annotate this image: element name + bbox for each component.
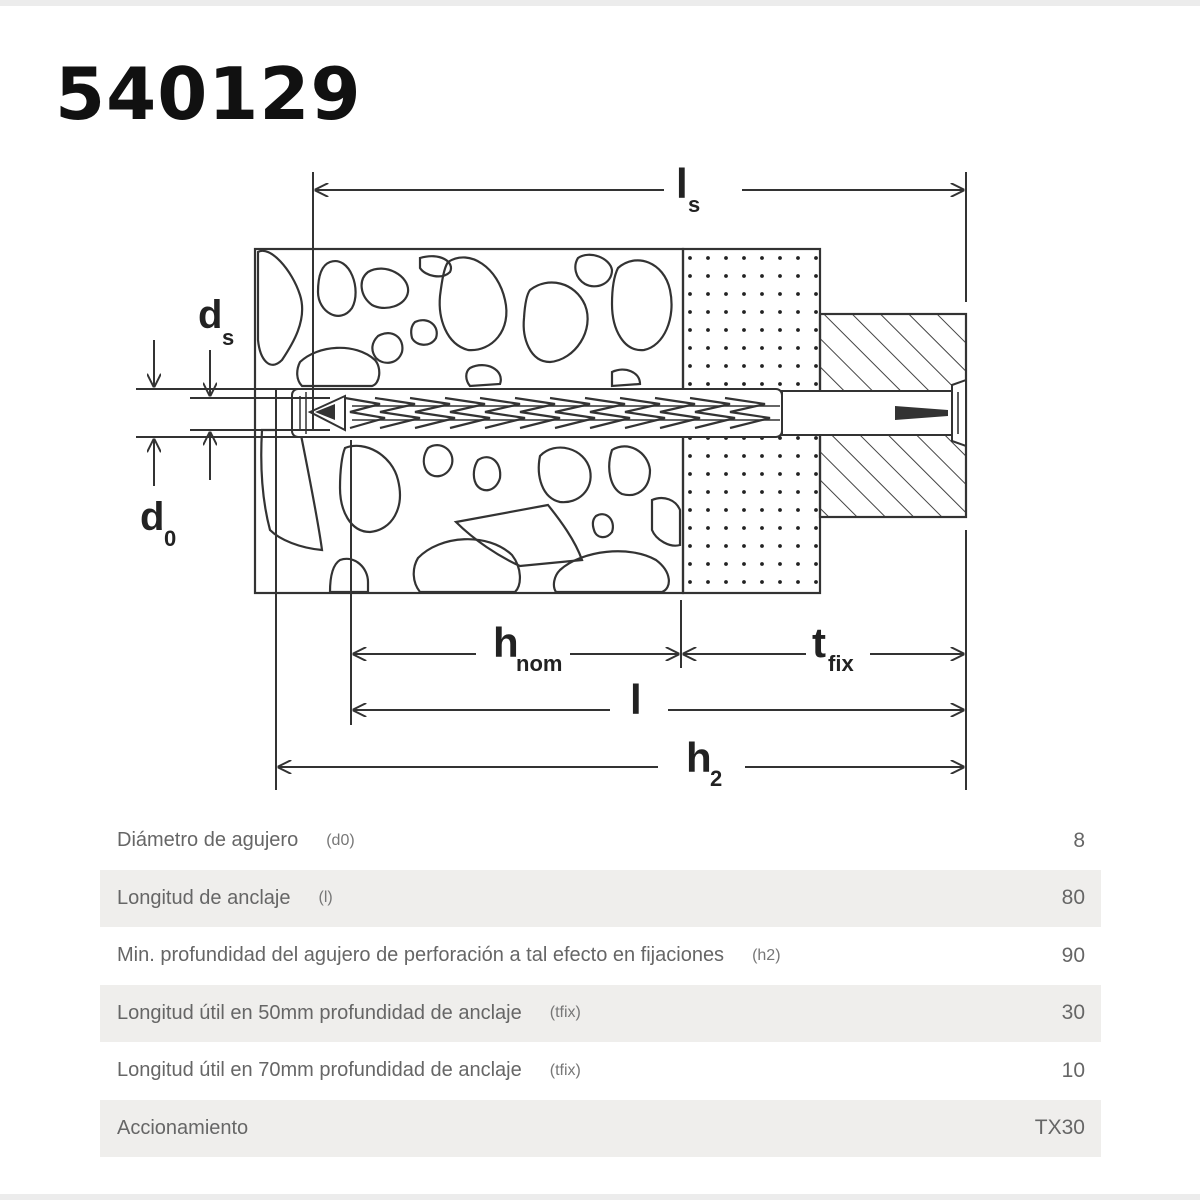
spec-value: 90 bbox=[1061, 943, 1085, 967]
bottom-border bbox=[0, 1194, 1200, 1200]
spec-row bbox=[100, 927, 1101, 985]
spec-symbol: (d0) bbox=[326, 831, 355, 849]
label-d0-sub: 0 bbox=[164, 526, 177, 551]
spec-value: 10 bbox=[1061, 1058, 1085, 1082]
spec-symbol: (l) bbox=[318, 889, 333, 907]
label-tfix-sub: fix bbox=[828, 651, 854, 676]
spec-row bbox=[100, 985, 1101, 1043]
label-ls-sub: s bbox=[688, 192, 701, 217]
spec-row bbox=[100, 1100, 1101, 1158]
anchor-plug bbox=[292, 389, 782, 437]
spec-label: Longitud útil en 50mm profundidad de anclaje bbox=[117, 1001, 522, 1024]
label-d0: d bbox=[140, 495, 165, 539]
label-l: l bbox=[630, 676, 642, 723]
label-ds-sub: s bbox=[222, 325, 235, 350]
spec-symbol: (tfix) bbox=[549, 1004, 581, 1022]
spec-table bbox=[100, 812, 1101, 1157]
label-hnom: h bbox=[493, 619, 519, 666]
spec-symbol: (h2) bbox=[752, 946, 781, 964]
spec-row bbox=[100, 870, 1101, 928]
spec-row bbox=[100, 812, 1101, 870]
spec-value: 80 bbox=[1061, 886, 1085, 910]
label-tfix: t bbox=[812, 619, 826, 666]
label-ds: d bbox=[198, 293, 223, 337]
spec-label: Min. profundidad del agujero de perforación a tal efecto en fijaciones bbox=[117, 944, 725, 967]
spec-value: 8 bbox=[1073, 828, 1085, 852]
spec-row bbox=[100, 1042, 1101, 1100]
spec-label: Longitud de anclaje bbox=[117, 886, 291, 909]
label-h2-sub: 2 bbox=[710, 766, 723, 791]
spec-label: Accionamiento bbox=[117, 1116, 249, 1139]
label-h2: h bbox=[686, 734, 712, 781]
spec-label: Diámetro de agujero bbox=[117, 829, 299, 852]
product-code: 540129 bbox=[55, 52, 362, 136]
spec-value: TX30 bbox=[1034, 1116, 1085, 1140]
spec-symbol: (tfix) bbox=[549, 1061, 581, 1079]
spec-value: 30 bbox=[1061, 1001, 1085, 1025]
label-hnom-sub: nom bbox=[516, 651, 563, 676]
label-ls: l bbox=[676, 160, 688, 207]
spec-label: Longitud útil en 70mm profundidad de anclaje bbox=[117, 1059, 522, 1082]
